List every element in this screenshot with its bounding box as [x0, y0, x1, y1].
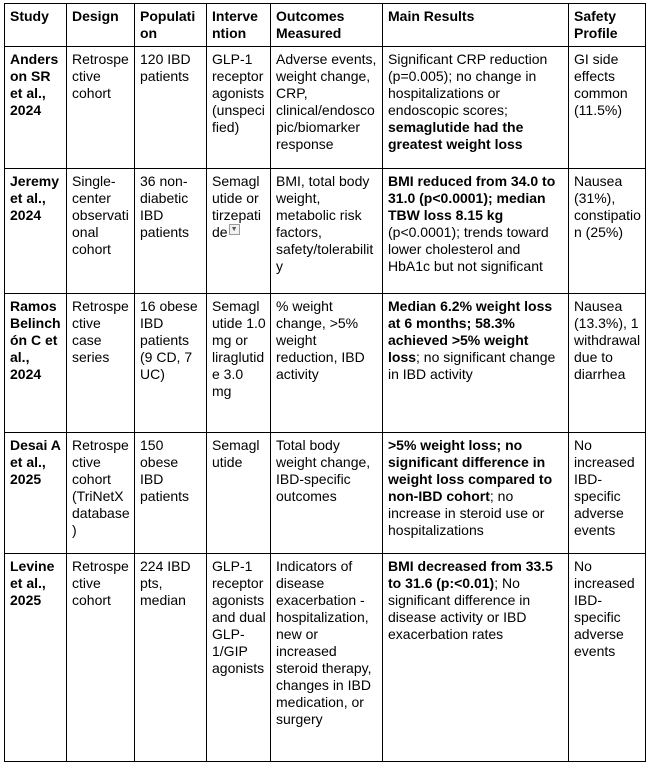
- cell-intervention: Semaglutide 1.0 mg or liraglutide 3.0 mg: [207, 294, 271, 433]
- cell-intervention: GLP-1 receptor agonists and dual GLP-1/GIP agonists: [207, 554, 271, 762]
- cell-design: Retrospective case series: [67, 294, 135, 433]
- results-highlight: BMI reduced from 34.0 to 31.0 (p<0.0001); median TBW loss 8.15 kg: [388, 173, 556, 223]
- cell-safety: GI side effects common (11.5%): [569, 47, 646, 169]
- results-text: ; no significant change in IBD activity: [388, 349, 556, 382]
- table-row: [5, 554, 646, 762]
- autofilter-dropdown-icon[interactable]: ▼: [229, 224, 240, 235]
- cell-outcomes: BMI, total body weight, metabolic risk factors, safety/tolerability: [271, 169, 383, 294]
- cell-safety: Nausea (13.3%), 1 withdrawal due to diarrhea: [569, 294, 646, 433]
- results-text: Significant CRP reduction (p=0.005); no change in hospitalizations or endoscopic scores;: [388, 51, 548, 118]
- cell-results: [383, 47, 569, 169]
- cell-results: [383, 294, 569, 433]
- cell-results: [383, 554, 569, 762]
- studies-table: [4, 3, 646, 762]
- cell-results: [383, 433, 569, 554]
- col-header-outcomes: Outcomes Measured: [271, 4, 383, 47]
- cell-design: Retrospective cohort: [67, 47, 135, 169]
- table-row: [5, 294, 646, 433]
- cell-results: [383, 169, 569, 294]
- cell-safety: Nausea (31%), constipation (25%): [569, 169, 646, 294]
- cell-study: Jeremy et al., 2024: [5, 169, 67, 294]
- cell-population: 120 IBD patients: [135, 47, 207, 169]
- results-highlight: Median 6.2% weight loss at 6 months; 58.3% achieved >5% weight loss: [388, 298, 553, 365]
- results-highlight: BMI decreased from 33.5 to 31.6 (p:<0.01): [388, 558, 553, 591]
- table-row: [5, 433, 646, 554]
- intervention-text: Semaglutide or tirzepatide: [212, 173, 262, 240]
- cell-study: Ramos Belinchón C et al., 2024: [5, 294, 67, 433]
- cell-safety: No increased IBD-specific adverse events: [569, 433, 646, 554]
- cell-population: 224 IBD pts, median: [135, 554, 207, 762]
- cell-study: Desai A et al., 2025: [5, 433, 67, 554]
- col-header-safety: Safety Profile: [569, 4, 646, 47]
- cell-outcomes: Total body weight change, IBD-specific outcomes: [271, 433, 383, 554]
- table-header-row: [5, 4, 646, 47]
- cell-design: Retrospective cohort: [67, 554, 135, 762]
- cell-study: Anderson SR et al., 2024: [5, 47, 67, 169]
- cell-population: 36 non-diabetic IBD patients: [135, 169, 207, 294]
- table-row: [5, 169, 646, 294]
- results-text: (p<0.0001); trends toward lower cholesterol and HbA1c but not significant: [388, 224, 549, 274]
- cell-design: Single-center observational cohort: [67, 169, 135, 294]
- cell-intervention: [207, 169, 271, 294]
- cell-design: Retrospective cohort (TriNetX database): [67, 433, 135, 554]
- table-row: [5, 47, 646, 169]
- cell-study: Levine et al., 2025: [5, 554, 67, 762]
- col-header-study: Study: [5, 4, 67, 47]
- col-header-results: Main Results: [383, 4, 569, 47]
- cell-intervention: GLP-1 receptor agonists (unspecified): [207, 47, 271, 169]
- cell-outcomes: Adverse events, weight change, CRP, clinical/endoscopic/biomarker response: [271, 47, 383, 169]
- col-header-intervention: Intervention: [207, 4, 271, 47]
- cell-population: 150 obese IBD patients: [135, 433, 207, 554]
- cell-intervention: Semaglutide: [207, 433, 271, 554]
- cell-outcomes: % weight change, >5% weight reduction, IBD activity: [271, 294, 383, 433]
- cell-population: 16 obese IBD patients (9 CD, 7 UC): [135, 294, 207, 433]
- cell-safety: No increased IBD-specific adverse events: [569, 554, 646, 762]
- results-text: ; No significant difference in disease activity or IBD exacerbation rates: [388, 575, 531, 642]
- cell-outcomes: Indicators of disease exacerbation - hospitalization, new or increased steroid therapy, changes in IBD medication, or surgery: [271, 554, 383, 762]
- col-header-design: Design: [67, 4, 135, 47]
- results-text: ; no increase in steroid use or hospitalizations: [388, 488, 545, 538]
- col-header-population: Population: [135, 4, 207, 47]
- results-highlight: >5% weight loss; no significant difference in weight loss compared to non-IBD cohort: [388, 437, 553, 504]
- results-highlight: semaglutide had the greatest weight loss: [388, 119, 524, 152]
